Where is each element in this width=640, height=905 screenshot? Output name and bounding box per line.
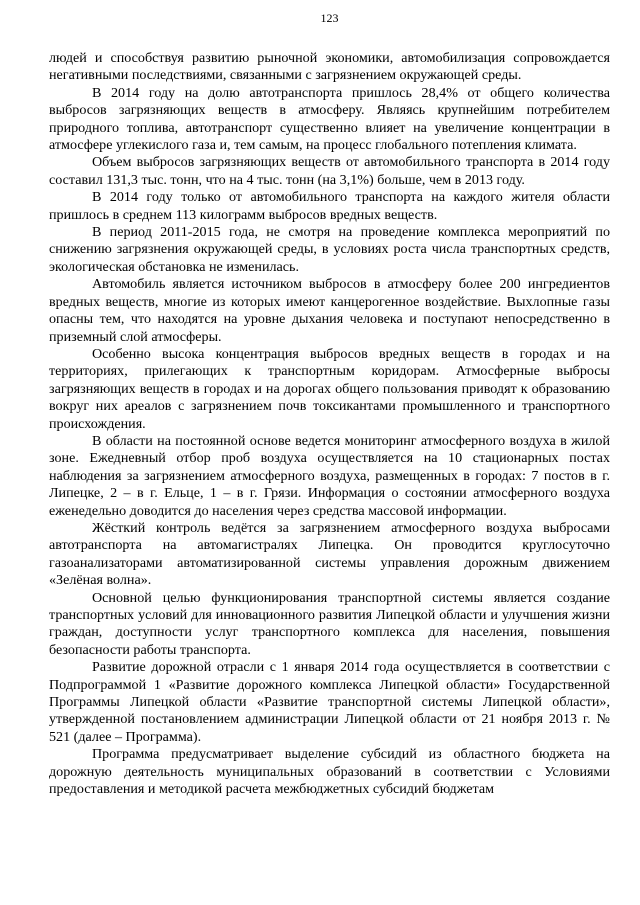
paragraph: Развитие дорожной отрасли с 1 января 2014 года осуществляется в соответствии с Подпрограммой 1 «Развитие дорожного комплекса Липецкой области» Государственной Программы Липецкой области «Развитие транспортной системы Липецкой области», утвержденной постановлением администрации Липецкой области от 21 ноября 2013 г. № 521 (далее – Программа). — [49, 659, 610, 745]
paragraph: В 2014 году только от автомобильного транспорта на каждого жителя области пришлось в среднем 113 килограмм выбросов вредных веществ. — [49, 189, 610, 223]
paragraph: В период 2011-2015 года, не смотря на проведение комплекса мероприятий по снижению загрязнения окружающей среды, в условиях роста числа транспортных средств, экологическая обстановка не изменилась. — [49, 224, 610, 275]
paragraph: Автомобиль является источником выбросов в атмосферу более 200 ингредиентов вредных веществ, многие из которых имеют канцерогенное воздействие. Выхлопные газы опасны тем, что находятся на уровне дыхания человека и поступают непосредственно в приземный слой атмосферы. — [49, 276, 610, 345]
page-number: 123 — [320, 11, 339, 25]
paragraph: Объем выбросов загрязняющих веществ от автомобильного транспорта в 2014 году составил 131,3 тыс. тонн, что на 4 тыс. тонн (на 3,1%) больше, чем в 2013 году. — [49, 154, 610, 188]
paragraph: В области на постоянной основе ведется мониторинг атмосферного воздуха в жилой зоне. Ежедневный отбор проб воздуха осуществляется на 10 стационарных постах наблюдения за загрязнением атмосферного воздуха, размещенных в городах: 7 постов в г. Липецке, 2 – в г. Ельце, 1 – в г. Грязи. Информация о состоянии атмосферного воздуха еженедельно доводится до населения через средства массовой информации. — [49, 432, 610, 519]
body-text — [49, 50, 610, 798]
paragraph: людей и способствуя развитию рыночной экономики, автомобилизация сопровождается негативными последствиями, связанными с загрязнением окружающей среды. — [49, 50, 610, 84]
paragraph: Основной целью функционирования транспортной системы является создание транспортных условий для инновационного развития Липецкой области и улучшения жизни граждан, доступности услуг транспортного комплекса для населения, повышения безопасности работы транспорта. — [49, 589, 610, 658]
paragraph: Особенно высока концентрация выбросов вредных веществ в городах и на территориях, прилегающих к транспортным коридорам. Атмосферные выбросы загрязняющих веществ в городах и на дорогах общего пользования приводят к образованию вокруг них ареалов с загрязнением почв токсикантами промышленного и транспортного происхождения. — [49, 345, 610, 432]
paragraph: В 2014 году на долю автотранспорта пришлось 28,4% от общего количества выбросов загрязняющих веществ в атмосферу. Являясь крупнейшим потребителем природного топлива, автотранспорт существенно влияет на увеличение концентрации в атмосфере углекислого газа и, тем самым, на процесс глобального потепления климата. — [49, 84, 610, 154]
paragraph: Жёсткий контроль ведётся за загрязнением атмосферного воздуха выбросами автотранспорта на автомагистралях Липецка. Он проводится круглосуточно газоанализаторами автоматизированной системы управления дорожным движением «Зелёная волна». — [49, 519, 610, 589]
paragraph: Программа предусматривает выделение субсидий из областного бюджета на дорожную деятельность муниципальных образований в соответствии с Условиями предоставления и методикой расчета межбюджетных субсидий бюджетам — [49, 746, 610, 798]
